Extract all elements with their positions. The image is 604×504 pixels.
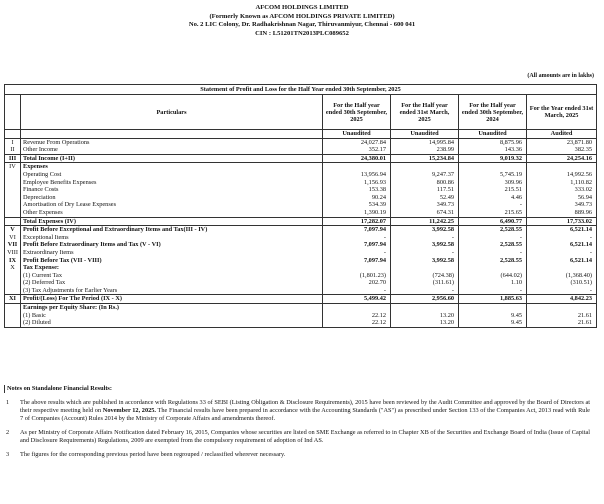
row-number: X bbox=[5, 264, 21, 272]
row-label: Operating Cost bbox=[21, 171, 323, 179]
row-value: 15,234.84 bbox=[391, 154, 459, 163]
row-value: 21.61 bbox=[527, 312, 597, 320]
row-value: 13,956.94 bbox=[323, 171, 391, 179]
row-value: 238.99 bbox=[391, 146, 459, 154]
row-value: - bbox=[459, 201, 527, 209]
row-value: 52.49 bbox=[391, 194, 459, 202]
row-value: 9,019.32 bbox=[459, 154, 527, 163]
note-text bbox=[20, 429, 596, 445]
table-row bbox=[5, 186, 597, 194]
row-label: (1) Basic bbox=[21, 312, 323, 320]
note-number: 1 bbox=[6, 399, 10, 406]
row-value: 21.61 bbox=[527, 319, 597, 327]
row-value bbox=[391, 163, 459, 171]
row-value: (311.61) bbox=[391, 279, 459, 287]
row-value: 7,097.94 bbox=[323, 257, 391, 265]
row-value: 2,528.55 bbox=[459, 226, 527, 234]
row-label: Exceptional Items bbox=[21, 234, 323, 242]
table-row bbox=[5, 319, 597, 327]
row-value: 309.96 bbox=[459, 179, 527, 187]
notes-section bbox=[4, 385, 596, 459]
row-value: 9.45 bbox=[459, 319, 527, 327]
row-value: 1.10 bbox=[459, 279, 527, 287]
row-number bbox=[5, 279, 21, 287]
notes-title: Notes on Standalone Financial Results: bbox=[4, 385, 596, 393]
row-label: Total Expenses (IV) bbox=[21, 217, 323, 226]
note-item bbox=[4, 451, 596, 459]
row-value: 7,097.94 bbox=[323, 241, 391, 249]
row-label: Extraordinary Items bbox=[21, 249, 323, 257]
row-number: II bbox=[5, 146, 21, 154]
row-number: III bbox=[5, 154, 21, 163]
amount-unit-note: (All amounts are in lakhs) bbox=[527, 73, 594, 79]
row-value bbox=[459, 304, 527, 312]
table-row bbox=[5, 179, 597, 187]
row-value: 7,097.94 bbox=[323, 226, 391, 234]
row-value: 11,242.25 bbox=[391, 217, 459, 226]
col-header-4: For the Year ended 31st March, 2025 bbox=[527, 95, 597, 130]
table-row bbox=[5, 209, 597, 217]
row-number: XI bbox=[5, 295, 21, 304]
table-row bbox=[5, 241, 597, 249]
row-value: 24,254.16 bbox=[527, 154, 597, 163]
table-row bbox=[5, 249, 597, 257]
table-row bbox=[5, 264, 597, 272]
row-value: - bbox=[323, 234, 391, 242]
row-value bbox=[527, 264, 597, 272]
row-value: 56.94 bbox=[527, 194, 597, 202]
company-cin: CIN : L51201TN2013PLC089652 bbox=[255, 29, 349, 37]
row-value: - bbox=[459, 287, 527, 295]
row-label: Profit Before Tax (VII - VIII) bbox=[21, 257, 323, 265]
row-label: Expenses bbox=[21, 163, 323, 171]
row-number: IV bbox=[5, 163, 21, 171]
note-text-part: The above results which are published in accordance with Regulations 33 of SEBI (Listing Obligation & Disclosure Requirements), 2015 have been reviewed by the Audit Committee and approved by the Board of Directors at their respective meeting held on bbox=[20, 399, 590, 414]
note-text bbox=[20, 451, 596, 459]
row-value: 534.39 bbox=[323, 201, 391, 209]
row-value: 9.45 bbox=[459, 312, 527, 320]
row-value: - bbox=[323, 287, 391, 295]
row-value: 3,992.58 bbox=[391, 226, 459, 234]
row-number: I bbox=[5, 138, 21, 146]
row-value bbox=[527, 163, 597, 171]
profit-loss-table bbox=[4, 84, 597, 328]
row-value: 1,110.82 bbox=[527, 179, 597, 187]
row-value: 352.17 bbox=[323, 146, 391, 154]
row-value: - bbox=[527, 249, 597, 257]
row-value: 349.73 bbox=[391, 201, 459, 209]
row-value: 23,871.80 bbox=[527, 138, 597, 146]
row-value: 6,521.14 bbox=[527, 241, 597, 249]
note-text-part: The Financial results have been prepared in accordance with the Accounting Standards ("AS") as prescribed under Section 133 of the Companies Act, 2013 read with Rule 7 of Companies (Account) Rules 2014 by the Ministry of Corporate Affairs and amendments thereof. bbox=[20, 407, 590, 422]
row-value: 1,885.63 bbox=[459, 295, 527, 304]
row-value: 17,733.02 bbox=[527, 217, 597, 226]
table-row bbox=[5, 146, 597, 154]
row-value bbox=[323, 163, 391, 171]
table-row bbox=[5, 312, 597, 320]
company-address: No. 2 LIC Colony, Dr. Radhakrishnan Nagar, Thiruvanmiyur, Chennai - 600 041 bbox=[188, 21, 416, 28]
row-value: - bbox=[391, 249, 459, 257]
row-value: - bbox=[391, 234, 459, 242]
row-label: Employee Benefits Expenses bbox=[21, 179, 323, 187]
row-value: 674.31 bbox=[391, 209, 459, 217]
row-value: (724.38) bbox=[391, 272, 459, 280]
row-value: 14,992.56 bbox=[527, 171, 597, 179]
row-value: 153.38 bbox=[323, 186, 391, 194]
row-value: 14,995.84 bbox=[391, 138, 459, 146]
row-value: 6,521.14 bbox=[527, 257, 597, 265]
table-row bbox=[5, 138, 597, 146]
row-label: (1) Current Tax bbox=[21, 272, 323, 280]
row-value: 889.96 bbox=[527, 209, 597, 217]
row-value: 6,490.77 bbox=[459, 217, 527, 226]
row-value bbox=[459, 163, 527, 171]
row-value: 90.24 bbox=[323, 194, 391, 202]
row-number bbox=[5, 217, 21, 226]
table-row bbox=[5, 154, 597, 163]
row-number bbox=[5, 186, 21, 194]
row-number: VIII bbox=[5, 249, 21, 257]
row-number bbox=[5, 312, 21, 320]
row-number: IX bbox=[5, 257, 21, 265]
row-value: 333.02 bbox=[527, 186, 597, 194]
row-value: 5,745.19 bbox=[459, 171, 527, 179]
note-item bbox=[4, 399, 596, 423]
note-text-part: The figures for the corresponding previous period have been regrouped / reclassified wherever necessary. bbox=[20, 451, 286, 458]
row-label: Total Income (I+II) bbox=[21, 154, 323, 163]
row-value: 2,528.55 bbox=[459, 241, 527, 249]
table-row bbox=[5, 194, 597, 202]
row-label: (2) Diluted bbox=[21, 319, 323, 327]
row-value: 800.86 bbox=[391, 179, 459, 187]
row-value: 1,390.19 bbox=[323, 209, 391, 217]
row-value: 3,992.58 bbox=[391, 241, 459, 249]
row-value: (1,368.40) bbox=[527, 272, 597, 280]
row-value bbox=[323, 264, 391, 272]
table-row bbox=[5, 201, 597, 209]
audit-status-1: Unaudited bbox=[323, 130, 391, 139]
table-row bbox=[5, 295, 597, 304]
row-label: (3) Tax Adjustments for Earlier Years bbox=[21, 287, 323, 295]
table-row bbox=[5, 287, 597, 295]
row-value: 2,528.55 bbox=[459, 257, 527, 265]
row-value: 22.12 bbox=[323, 312, 391, 320]
table-row bbox=[5, 171, 597, 179]
row-value: 215.65 bbox=[459, 209, 527, 217]
row-value: 215.51 bbox=[459, 186, 527, 194]
row-label: (2) Deferred Tax bbox=[21, 279, 323, 287]
particulars-header: Particulars bbox=[21, 95, 323, 130]
col-header-3: For the Half year ended 30th September, 2024 bbox=[459, 95, 527, 130]
row-value: - bbox=[459, 234, 527, 242]
row-value: 3,992.58 bbox=[391, 257, 459, 265]
row-value: - bbox=[459, 249, 527, 257]
row-number bbox=[5, 209, 21, 217]
row-number: VI bbox=[5, 234, 21, 242]
row-value: 143.36 bbox=[459, 146, 527, 154]
row-value: 24,380.01 bbox=[323, 154, 391, 163]
row-value: 6,521.14 bbox=[527, 226, 597, 234]
row-value bbox=[323, 304, 391, 312]
audit-status-2: Unaudited bbox=[391, 130, 459, 139]
row-value: 349.73 bbox=[527, 201, 597, 209]
col-header-1: For the Half year ended 30th September, 2025 bbox=[323, 95, 391, 130]
row-number bbox=[5, 304, 21, 312]
row-value bbox=[391, 264, 459, 272]
row-value: 24,027.84 bbox=[323, 138, 391, 146]
company-former-name: (Formerly Known as AFCOM HOLDINGS PRIVATE LIMITED) bbox=[209, 12, 395, 20]
company-header bbox=[0, 4, 604, 38]
row-number: VII bbox=[5, 241, 21, 249]
col-header-2: For the Half year ended 31st March, 2025 bbox=[391, 95, 459, 130]
row-value: (1,801.23) bbox=[323, 272, 391, 280]
audit-status-3: Unaudited bbox=[459, 130, 527, 139]
row-label: Amortisation of Dry Lease Expenses bbox=[21, 201, 323, 209]
table-row bbox=[5, 234, 597, 242]
table-row bbox=[5, 272, 597, 280]
row-number: V bbox=[5, 226, 21, 234]
row-value: - bbox=[527, 234, 597, 242]
note-number: 2 bbox=[6, 429, 10, 436]
row-value bbox=[527, 304, 597, 312]
row-value: 117.51 bbox=[391, 186, 459, 194]
row-value: 382.35 bbox=[527, 146, 597, 154]
row-value: 13.20 bbox=[391, 312, 459, 320]
table-row bbox=[5, 217, 597, 226]
row-value: 17,282.07 bbox=[323, 217, 391, 226]
row-value: 4.46 bbox=[459, 194, 527, 202]
note-text-emphasis: November 12, 2025. bbox=[102, 407, 156, 414]
row-value bbox=[459, 264, 527, 272]
row-number bbox=[5, 319, 21, 327]
row-label: Profit Before Extraordinary Items and Tax (V - VI) bbox=[21, 241, 323, 249]
row-value: 4,842.23 bbox=[527, 295, 597, 304]
note-item bbox=[4, 429, 596, 445]
row-value: 9,247.37 bbox=[391, 171, 459, 179]
note-text bbox=[20, 399, 596, 423]
row-value: 202.70 bbox=[323, 279, 391, 287]
row-label: Revenue From Operations bbox=[21, 138, 323, 146]
row-label: Profit Before Exceptional and Extraordinary Items and Tax(III - IV) bbox=[21, 226, 323, 234]
audit-status-4: Audited bbox=[527, 130, 597, 139]
row-value: - bbox=[391, 287, 459, 295]
row-value: - bbox=[527, 287, 597, 295]
row-value: 13.20 bbox=[391, 319, 459, 327]
row-label: Profit/(Loss) For The Period (IX - X) bbox=[21, 295, 323, 304]
note-number: 3 bbox=[6, 451, 10, 458]
row-number bbox=[5, 201, 21, 209]
row-value: - bbox=[323, 249, 391, 257]
row-number bbox=[5, 272, 21, 280]
table-row bbox=[5, 279, 597, 287]
row-label: Earnings per Equity Share: (In Rs.) bbox=[21, 304, 323, 312]
row-value: 1,156.93 bbox=[323, 179, 391, 187]
row-label: Depreciation bbox=[21, 194, 323, 202]
row-label: Other Expenses bbox=[21, 209, 323, 217]
row-label: Finance Costs bbox=[21, 186, 323, 194]
row-number bbox=[5, 171, 21, 179]
row-label: Other Income bbox=[21, 146, 323, 154]
row-number bbox=[5, 179, 21, 187]
row-value bbox=[391, 304, 459, 312]
row-value: (644.02) bbox=[459, 272, 527, 280]
table-row bbox=[5, 257, 597, 265]
row-number bbox=[5, 287, 21, 295]
table-row bbox=[5, 226, 597, 234]
note-text-part: As per Ministry of Corporate Affairs Notification dated February 16, 2015, Companies whose securities are listed on SME Exchange as referred to in Chapter XB of the Securities and Exchange Board of India (Issue of Capital and Disclosure Requirements) Regulations, 2009 are exempted from the compulsory requirement of adoption of Ind AS. bbox=[20, 429, 590, 444]
table-row bbox=[5, 304, 597, 312]
row-value: 8,875.96 bbox=[459, 138, 527, 146]
statement-title: Statement of Profit and Loss for the Half Year ended 30th September, 2025 bbox=[5, 85, 597, 95]
row-value: 22.12 bbox=[323, 319, 391, 327]
company-name: AFCOM HOLDINGS LIMITED bbox=[255, 4, 349, 11]
table-row bbox=[5, 163, 597, 171]
row-label: Tax Expense: bbox=[21, 264, 323, 272]
row-number bbox=[5, 194, 21, 202]
row-value: 2,956.60 bbox=[391, 295, 459, 304]
row-value: (310.51) bbox=[527, 279, 597, 287]
row-value: 5,499.42 bbox=[323, 295, 391, 304]
